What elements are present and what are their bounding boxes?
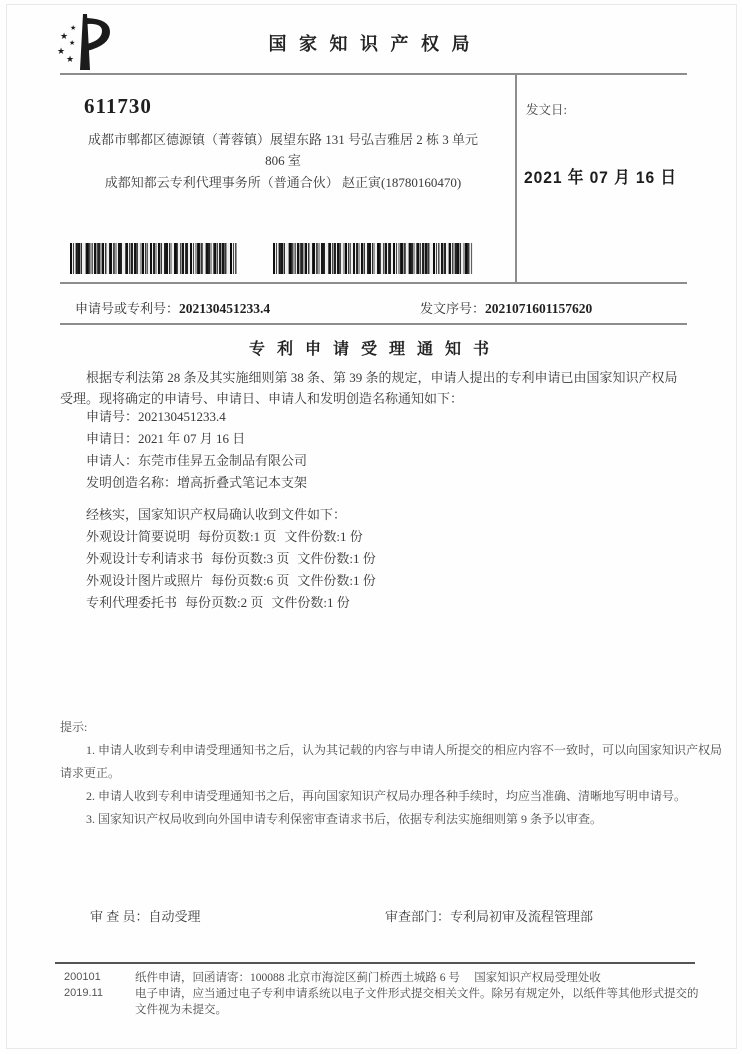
serial-number-value: 2021071601157620: [485, 301, 593, 316]
field-applicant: 申请人：东莞市佳昇五金制品有限公司: [86, 453, 308, 468]
examiner-value: 自动受理: [148, 909, 201, 924]
document-name: 外观设计专利请求书: [86, 551, 204, 566]
intro-line-1: 根据专利法第 28 条及其实施细则第 38 条、第 39 条的规定，申请人提出的专利申请已由国家知识产权局: [86, 370, 678, 385]
field-application-date: 申请日：2021 年 07 月 16 日: [86, 431, 246, 446]
document-row: 外观设计图片或照片 每份页数:6 页 文件份数:1 份: [86, 573, 376, 588]
application-number-value: 202130451233.4: [179, 301, 271, 316]
application-number-row: [75, 298, 270, 317]
svg-text:★: ★: [60, 31, 69, 41]
svg-text:★: ★: [70, 24, 77, 32]
notice-title: 专 利 申 请 受 理 通 知 书: [248, 341, 493, 358]
postal-code: 611730: [84, 94, 152, 118]
divider-top: [60, 73, 687, 75]
hint-line: 3. 国家知识产权局收到向外国申请专利保密审查请求书后，依据专利法实施细则第 9 条予以审查。: [86, 812, 603, 826]
application-fields: [86, 406, 307, 494]
hint-line: 2. 申请人收到专利申请受理通知书之后，再向国家知识产权局办理各种手续时，均应当准确、清晰地写明申请号。: [86, 789, 687, 803]
svg-text:★: ★: [57, 46, 66, 56]
document-name: 专利代理委托书: [86, 595, 178, 610]
hints-label: 提示:: [60, 720, 88, 734]
footer-form-date: 2019.11: [64, 987, 103, 999]
agent-line: 成都知都云专利代理事务所（普通合伙） 赵正寅(18780160470): [104, 175, 462, 190]
documents-confirm-line: 经核实，国家知识产权局确认收到文件如下：: [86, 507, 347, 522]
intro-line-2: 受理。现将确定的申请号、申请日、申请人和发明创造名称通知如下：: [60, 391, 464, 406]
examiner-label: 审 查 员：: [90, 909, 149, 924]
issue-box-divider: [515, 73, 517, 284]
divider-reference: [60, 323, 687, 325]
recipient-address-line1: 成都市郫都区德源镇（菁蓉镇）展望东路 131 号弘吉雅居 2 栋 3 单元: [87, 132, 478, 147]
barcode-right: [273, 243, 473, 274]
document-row: 专利代理委托书 每份页数:2 页 文件份数:1 份: [86, 595, 350, 610]
footer-paper-filing-note: 纸件申请，回函请寄：100088 北京市海淀区蓟门桥西土城路 6 号 国家知识产权局受理处收: [135, 972, 601, 984]
serial-number-row: [420, 298, 592, 317]
field-application-number: 申请号：202130451233.4: [86, 409, 226, 424]
department-row: [385, 906, 593, 925]
department-label: 审查部门：: [385, 909, 451, 924]
received-documents-list: [86, 526, 376, 614]
footer-efiling-note-line2: 文件视为未提交。: [135, 1004, 227, 1016]
document-name: 外观设计图片或照片: [86, 573, 204, 588]
serial-number-label: 发文序号：: [420, 301, 486, 316]
issue-date-label: 发文日:: [526, 103, 567, 117]
divider-middle: [60, 282, 687, 284]
footer-form-code: 200101: [64, 971, 101, 983]
svg-text:★: ★: [66, 54, 75, 64]
org-title: 国 家 知 识 产 权 局: [268, 34, 474, 54]
svg-text:★: ★: [69, 39, 76, 47]
department-value: 专利局初审及流程管理部: [450, 909, 594, 924]
document-row: 外观设计专利请求书 每份页数:3 页 文件份数:1 份: [86, 551, 376, 566]
field-invention-title: 发明创造名称：增高折叠式笔记本支架: [86, 475, 308, 490]
examiner-row: [90, 906, 201, 925]
divider-footer: [55, 962, 695, 964]
document-name: 外观设计简要说明: [86, 529, 191, 544]
hint-line: 1. 申请人收到专利申请受理通知书之后，认为其记载的内容与申请人所提交的相应内容不一致时，可以向国家知识产权局: [86, 743, 723, 757]
recipient-address-line2: 806 室: [265, 153, 301, 168]
document-row: 外观设计简要说明 每份页数:1 页 文件份数:1 份: [86, 529, 363, 544]
application-number-label: 申请号或专利号：: [75, 301, 180, 316]
footer-efiling-note-line1: 电子申请，应当通过电子专利申请系统以电子文件形式提交相关文件。除另有规定外，以纸件等其他形式提交的: [135, 988, 699, 1000]
hint-line: 请求更正。: [60, 766, 121, 780]
barcode-left: [70, 243, 237, 274]
issue-date-value: 2021 年 07 月 16 日: [524, 168, 677, 187]
